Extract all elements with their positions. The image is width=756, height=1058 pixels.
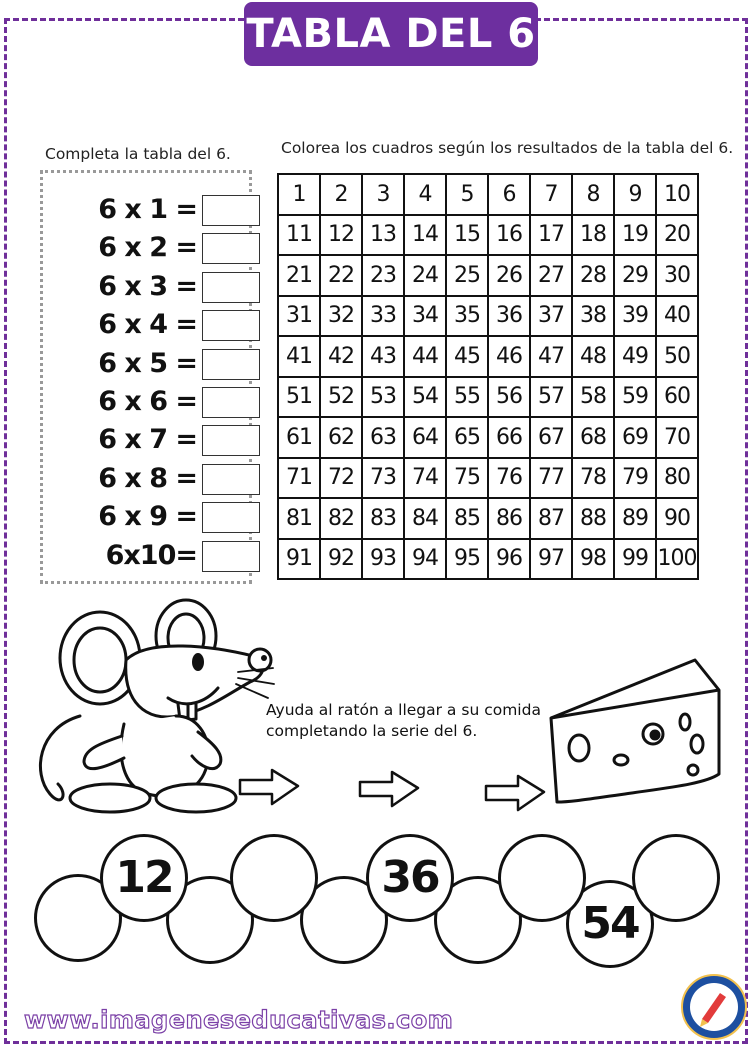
grid-cell[interactable]: 66 <box>488 417 530 458</box>
arrow-right-icon <box>356 768 422 810</box>
equation-label: 6 x 5 = <box>98 347 197 379</box>
grid-cell[interactable]: 52 <box>320 377 362 418</box>
grid-cell[interactable]: 65 <box>446 417 488 458</box>
grid-cell[interactable]: 50 <box>656 336 698 377</box>
grid-cell[interactable]: 87 <box>530 498 572 539</box>
grid-cell[interactable]: 86 <box>488 498 530 539</box>
grid-cell[interactable]: 69 <box>614 417 656 458</box>
equation-row <box>79 231 259 265</box>
grid-cell[interactable]: 27 <box>530 255 572 296</box>
equation-label: 6 x 3 = <box>98 270 197 302</box>
grid-instruction: Colorea los cuadros según los resultados de la tabla del 6. <box>281 139 734 157</box>
grid-row <box>278 539 698 580</box>
grid-cell[interactable]: 89 <box>614 498 656 539</box>
grid-cell[interactable]: 29 <box>614 255 656 296</box>
grid-cell[interactable]: 41 <box>278 336 320 377</box>
grid-cell[interactable]: 42 <box>320 336 362 377</box>
grid-row <box>278 458 698 499</box>
arrow-right-icon <box>482 772 548 814</box>
equation-label: 6 x 2 = <box>98 232 197 264</box>
equation-row <box>79 500 259 534</box>
grid-cell[interactable]: 68 <box>572 417 614 458</box>
grid-cell[interactable]: 30 <box>656 255 698 296</box>
grid-cell[interactable]: 19 <box>614 215 656 256</box>
grid-cell[interactable]: 93 <box>362 539 404 580</box>
grid-cell[interactable]: 79 <box>614 458 656 499</box>
answer-box[interactable] <box>202 233 260 264</box>
grid-row <box>278 215 698 256</box>
grid-cell[interactable]: 14 <box>404 215 446 256</box>
multiplication-panel <box>40 170 252 584</box>
grid-cell[interactable]: 85 <box>446 498 488 539</box>
grid-cell[interactable]: 15 <box>446 215 488 256</box>
equation-row <box>79 539 259 573</box>
equation-label: 6 x 6 = <box>98 386 197 417</box>
logo-icon <box>680 973 748 1041</box>
grid-cell[interactable]: 59 <box>614 377 656 418</box>
grid-cell[interactable]: 83 <box>362 498 404 539</box>
grid-cell[interactable]: 91 <box>278 539 320 580</box>
grid-cell[interactable]: 38 <box>572 296 614 337</box>
equation-row <box>79 193 259 227</box>
grid-cell[interactable]: 84 <box>404 498 446 539</box>
grid-cell[interactable]: 61 <box>278 417 320 458</box>
table-instruction: Completa la tabla del 6. <box>45 145 231 163</box>
series-circle[interactable] <box>498 834 586 922</box>
grid-cell[interactable]: 62 <box>320 417 362 458</box>
grid-cell[interactable]: 18 <box>572 215 614 256</box>
hundred-grid <box>277 173 699 580</box>
grid-row <box>278 174 698 215</box>
series-circle[interactable] <box>632 834 720 922</box>
grid-cell[interactable]: 49 <box>614 336 656 377</box>
grid-cell[interactable]: 21 <box>278 255 320 296</box>
grid-cell[interactable]: 3 <box>362 174 404 215</box>
equation-row <box>79 308 259 342</box>
equation-row <box>79 270 259 304</box>
mouse-instruction <box>266 700 541 742</box>
grid-cell[interactable]: 26 <box>488 255 530 296</box>
grid-cell[interactable]: 7 <box>530 174 572 215</box>
grid-cell[interactable]: 37 <box>530 296 572 337</box>
grid-cell[interactable]: 100 <box>656 539 698 580</box>
grid-cell[interactable]: 70 <box>656 417 698 458</box>
grid-cell[interactable]: 92 <box>320 539 362 580</box>
grid-row <box>278 498 698 539</box>
grid-row <box>278 417 698 458</box>
equation-label: 6 x 9 = <box>98 501 197 533</box>
equation-label: 6 x 8 = <box>98 462 197 494</box>
grid-cell[interactable]: 53 <box>362 377 404 418</box>
equation-label: 6 x 7 = <box>98 424 197 456</box>
equation-row <box>79 462 259 496</box>
equation-label: 6 x 4 = <box>98 309 197 341</box>
grid-cell[interactable]: 13 <box>362 215 404 256</box>
grid-cell[interactable]: 77 <box>530 458 572 499</box>
grid-cell[interactable]: 64 <box>404 417 446 458</box>
grid-cell[interactable]: 6 <box>488 174 530 215</box>
grid-cell[interactable]: 25 <box>446 255 488 296</box>
grid-cell[interactable]: 63 <box>362 417 404 458</box>
grid-cell[interactable]: 55 <box>446 377 488 418</box>
grid-cell[interactable]: 95 <box>446 539 488 580</box>
grid-row <box>278 296 698 337</box>
series-circle[interactable]: 36 <box>366 834 454 922</box>
grid-cell[interactable]: 23 <box>362 255 404 296</box>
grid-cell[interactable]: 94 <box>404 539 446 580</box>
grid-cell[interactable]: 90 <box>656 498 698 539</box>
answer-box[interactable] <box>202 464 260 495</box>
answer-box[interactable] <box>202 195 260 226</box>
grid-row <box>278 255 698 296</box>
grid-cell[interactable]: 45 <box>446 336 488 377</box>
grid-cell[interactable]: 34 <box>404 296 446 337</box>
grid-cell[interactable]: 56 <box>488 377 530 418</box>
site-url: www.imageneseducativas.com <box>24 1006 454 1034</box>
equation-label: 6x10= <box>105 539 197 571</box>
grid-cell[interactable]: 5 <box>446 174 488 215</box>
grid-cell[interactable]: 10 <box>656 174 698 215</box>
grid-cell[interactable]: 17 <box>530 215 572 256</box>
grid-cell[interactable]: 54 <box>404 377 446 418</box>
mouse-instruction-line1: Ayuda al ratón a llegar a su comida <box>266 701 541 719</box>
grid-cell[interactable]: 78 <box>572 458 614 499</box>
grid-cell[interactable]: 39 <box>614 296 656 337</box>
arrow-right-icon <box>236 766 302 808</box>
series-circle[interactable]: 54 <box>566 880 654 968</box>
grid-cell[interactable]: 51 <box>278 377 320 418</box>
answer-box[interactable] <box>202 425 260 456</box>
grid-cell[interactable]: 47 <box>530 336 572 377</box>
grid-cell[interactable]: 97 <box>530 539 572 580</box>
answer-box[interactable] <box>202 310 260 341</box>
grid-cell[interactable]: 44 <box>404 336 446 377</box>
grid-cell[interactable]: 16 <box>488 215 530 256</box>
grid-cell[interactable]: 11 <box>278 215 320 256</box>
grid-cell[interactable]: 74 <box>404 458 446 499</box>
grid-cell[interactable]: 33 <box>362 296 404 337</box>
grid-row <box>278 336 698 377</box>
equation-row <box>79 385 259 419</box>
series-circle[interactable] <box>230 834 318 922</box>
answer-box[interactable] <box>202 349 260 380</box>
grid-cell[interactable]: 57 <box>530 377 572 418</box>
grid-cell[interactable]: 40 <box>656 296 698 337</box>
page-title: TABLA DEL 6 <box>244 2 538 66</box>
grid-cell[interactable]: 98 <box>572 539 614 580</box>
grid-cell[interactable]: 22 <box>320 255 362 296</box>
series-circle[interactable]: 12 <box>100 834 188 922</box>
grid-cell[interactable]: 58 <box>572 377 614 418</box>
answer-box[interactable] <box>202 272 260 303</box>
grid-cell[interactable]: 46 <box>488 336 530 377</box>
grid-cell[interactable]: 67 <box>530 417 572 458</box>
grid-cell[interactable]: 80 <box>656 458 698 499</box>
grid-cell[interactable]: 75 <box>446 458 488 499</box>
grid-cell[interactable]: 73 <box>362 458 404 499</box>
answer-box[interactable] <box>202 502 260 533</box>
answer-box[interactable] <box>202 387 260 418</box>
grid-cell[interactable]: 60 <box>656 377 698 418</box>
grid-cell[interactable]: 24 <box>404 255 446 296</box>
equation-row <box>79 347 259 381</box>
grid-cell[interactable]: 32 <box>320 296 362 337</box>
grid-cell[interactable]: 35 <box>446 296 488 337</box>
mouse-instruction-line2: completando la serie del 6. <box>266 722 478 740</box>
grid-cell[interactable]: 2 <box>320 174 362 215</box>
answer-box[interactable] <box>202 541 260 572</box>
cheese-illustration <box>545 656 725 806</box>
grid-cell[interactable]: 82 <box>320 498 362 539</box>
grid-cell[interactable]: 99 <box>614 539 656 580</box>
grid-cell[interactable]: 28 <box>572 255 614 296</box>
grid-cell[interactable]: 81 <box>278 498 320 539</box>
grid-row <box>278 377 698 418</box>
grid-cell[interactable]: 48 <box>572 336 614 377</box>
grid-cell[interactable]: 12 <box>320 215 362 256</box>
grid-cell[interactable]: 43 <box>362 336 404 377</box>
equation-label: 6 x 1 = <box>98 194 197 225</box>
grid-cell[interactable]: 8 <box>572 174 614 215</box>
grid-cell[interactable]: 9 <box>614 174 656 215</box>
grid-cell[interactable]: 31 <box>278 296 320 337</box>
grid-cell[interactable]: 72 <box>320 458 362 499</box>
equation-row <box>79 423 259 457</box>
grid-cell[interactable]: 88 <box>572 498 614 539</box>
grid-cell[interactable]: 4 <box>404 174 446 215</box>
grid-cell[interactable]: 1 <box>278 174 320 215</box>
grid-cell[interactable]: 20 <box>656 215 698 256</box>
grid-cell[interactable]: 96 <box>488 539 530 580</box>
grid-cell[interactable]: 71 <box>278 458 320 499</box>
grid-cell[interactable]: 36 <box>488 296 530 337</box>
grid-cell[interactable]: 76 <box>488 458 530 499</box>
